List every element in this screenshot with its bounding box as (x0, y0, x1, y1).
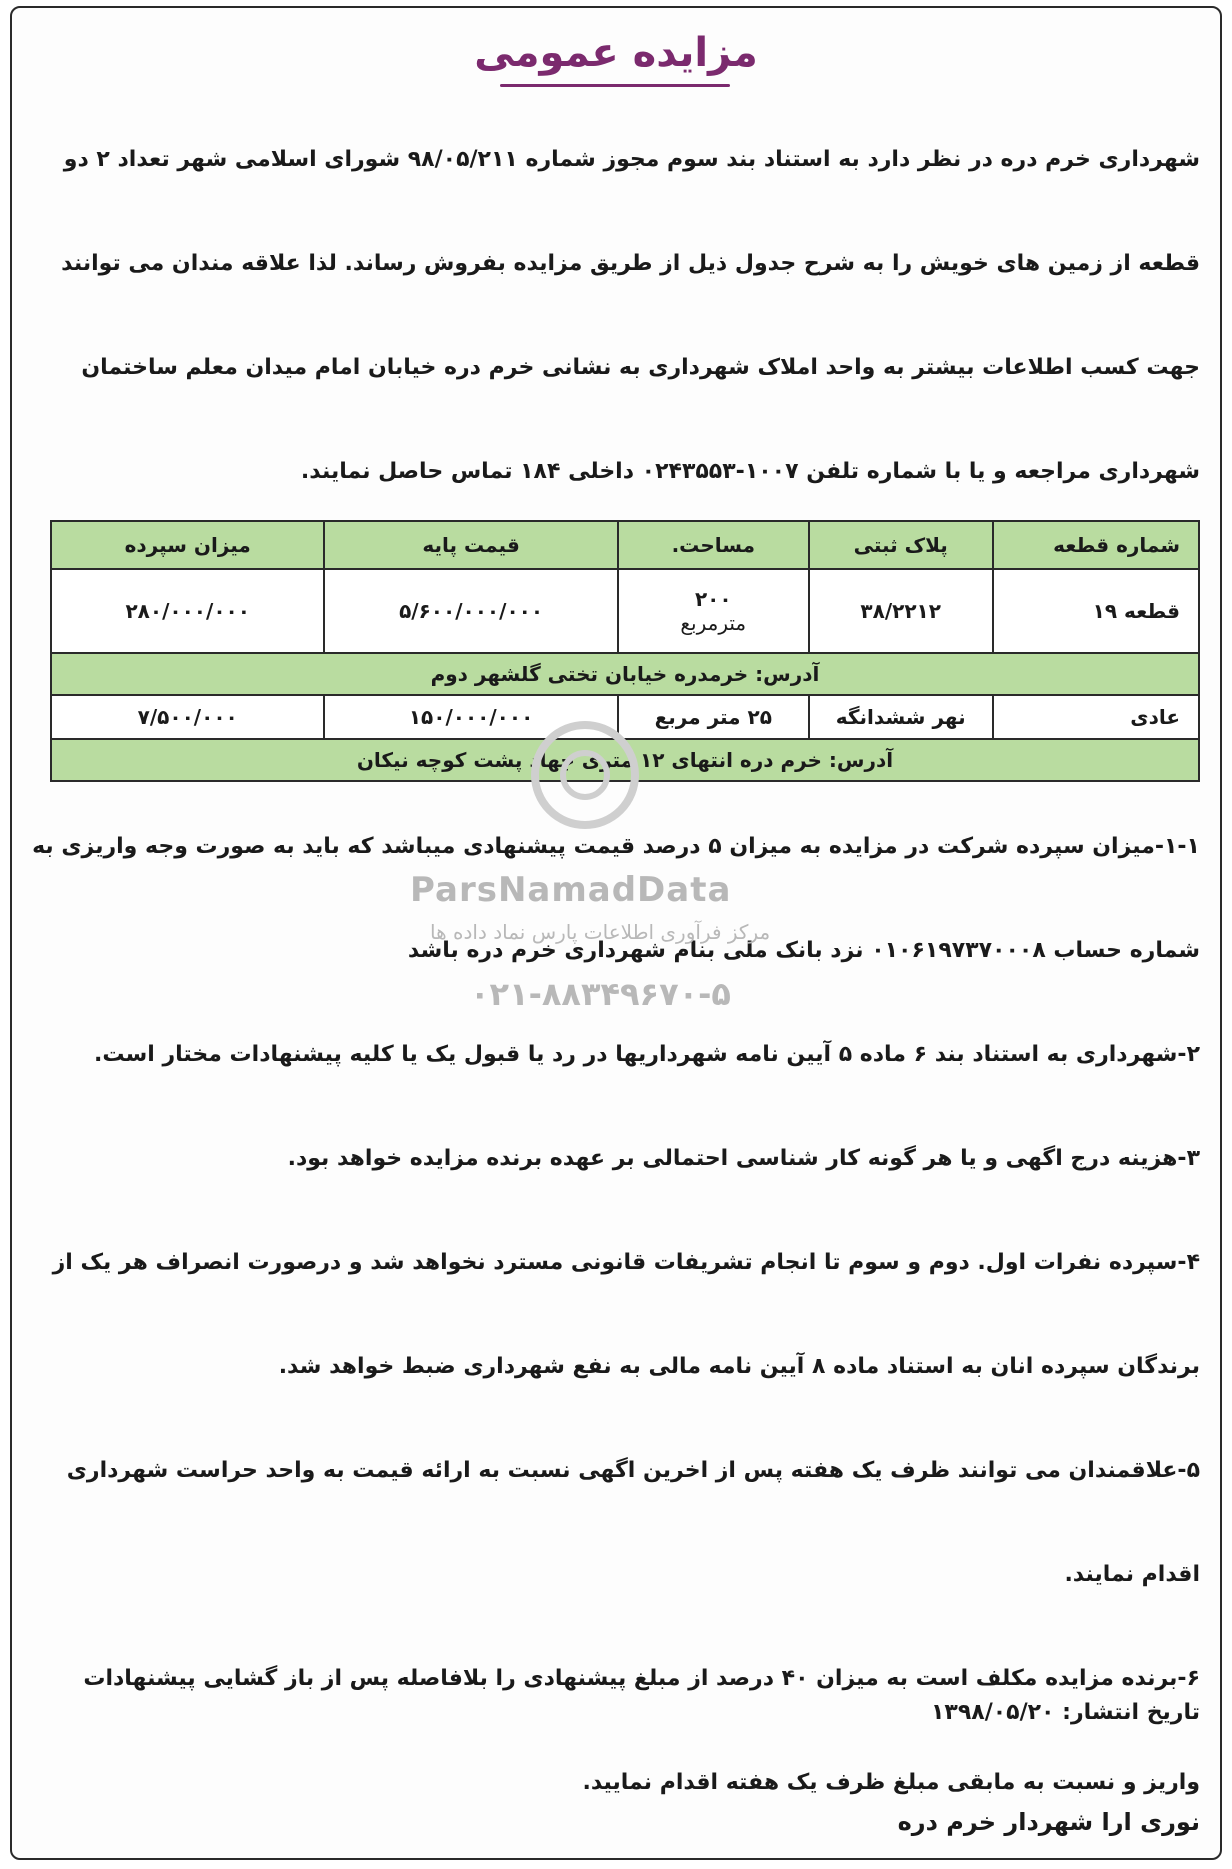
cell-lot: عادی (993, 695, 1199, 739)
cell-area-unit: مترمربع (680, 611, 747, 635)
header-deposit: میزان سپرده (51, 521, 324, 569)
header-lot-number: شماره قطعه (993, 521, 1199, 569)
address-row (51, 653, 1199, 695)
cell-base-price: ۵/۶۰۰/۰۰۰/۰۰۰ (324, 569, 617, 653)
table-row (51, 569, 1199, 653)
table-row (51, 695, 1199, 739)
watermark-subtitle: مرکز فرآوری اطلاعات پارس نماد داده ها (430, 920, 771, 944)
list-item: ۲-شهرداری به استناد بند ۶ ماده ۵ آیین نامه شهرداریها در رد یا قبول یک یا کلیه پیشنهادات مختار است. (94, 1042, 1200, 1067)
cell-plaque: ۳۸/۲۲۱۲ (809, 569, 993, 653)
list-item: ۴-سپرده نفرات اول. دوم و سوم تا انجام تشریفات قانونی مسترد نخواهد شد و درصورت انصراف هر یک از برندگان سپرده انان به استناد ماده ۸ آیین نامه مالی به نفع شهرداری ضبط خواهد شد. (52, 1250, 1200, 1379)
page-title: مزایده عمومی (474, 30, 758, 76)
cell-lot: قطعه ۱۹ (993, 569, 1199, 653)
address-2: آدرس: خرم دره انتهای ۱۲ متری جهاد پشت کوچه نیکان (51, 739, 1199, 781)
cell-area: ۲۵ متر مربع (618, 695, 809, 739)
list-item: ۵-علاقمندان می توانند ظرف یک هفته پس از اخرین اگهی نسبت به ارائه قیمت به واحد حراست شهرداری اقدام نمایند. (66, 1458, 1200, 1587)
signature: نوری ارا شهردار خرم دره (897, 1808, 1200, 1836)
cell-deposit: ۲۸۰/۰۰۰/۰۰۰ (51, 569, 324, 653)
cell-area-value: ۲۰۰ (694, 587, 732, 611)
list-item: ۶-برنده مزایده مکلف است به میزان ۴۰ درصد از مبلغ پیشنهادی را بلافاصله پس از باز گشایی پیشنهادات واریز و نسبت به مابقی مبلغ ظرف یک هفته اقدام نمایید. (83, 1666, 1200, 1795)
conditions-list (32, 795, 1200, 1835)
header-plaque: پلاک ثبتی (809, 521, 993, 569)
intro-paragraph: شهرداری خرم دره در نظر دارد به استناد بند سوم مجوز شماره ۹۸/۰۵/۲۱۱ شورای اسلامی شهر تعداد ۲ دو قطعه از زمین های خویش را به شرح جدول ذیل از طریق مزایده بفروش رساند. لذا علاقه مندان می توانند جهت کسب اطلاعات بیشتر به واحد املاک شهرداری به نشانی خرم دره خیابان امام میدان معلم ساختمان شهرداری مراجعه و یا با شماره تلفن ۱۰۰۷-۰۲۴۳۵۵۳ داخلی ۱۸۴ تماس حاصل نمایند. (61, 147, 1200, 484)
watermark-brand: ParsNamadData (410, 870, 732, 910)
table-header-row (51, 521, 1199, 569)
header-base-price: قیمت پایه (324, 521, 617, 569)
cell-base-price: ۱۵۰/۰۰۰/۰۰۰ (324, 695, 617, 739)
cell-deposit: ۷/۵۰۰/۰۰۰ (51, 695, 324, 739)
address-row (51, 739, 1199, 781)
cell-plaque: نهر ششدانگه (809, 695, 993, 739)
header-area: مساحت. (618, 521, 809, 569)
publish-date: تاریخ انتشار: ۱۳۹۸/۰۵/۲۰ (930, 1700, 1200, 1725)
list-item: ۳-هزینه درج اگهی و یا هر گونه کار شناسی احتمالی بر عهده برنده مزایده خواهد بود. (287, 1146, 1200, 1171)
cell-area (618, 569, 809, 653)
watermark-phone: ۰۲۱-۸۸۳۴۹۶۷۰-۵ (470, 975, 731, 1013)
list-item: ۱-۱-میزان سپرده شرکت در مزایده به میزان ۵ درصد قیمت پیشنهادی میباشد که باید به صورت وجه واریزی به شماره حساب ۰۱۰۶۱۹۷۳۷۰۰۰۸ نزد بانک ملی بنام شهرداری خرم دره باشد (32, 834, 1200, 963)
address-1: آدرس: خرمدره خیابان تختی گلشهر دوم (51, 653, 1199, 695)
lots-table (50, 520, 1200, 782)
title-underline (500, 84, 730, 87)
